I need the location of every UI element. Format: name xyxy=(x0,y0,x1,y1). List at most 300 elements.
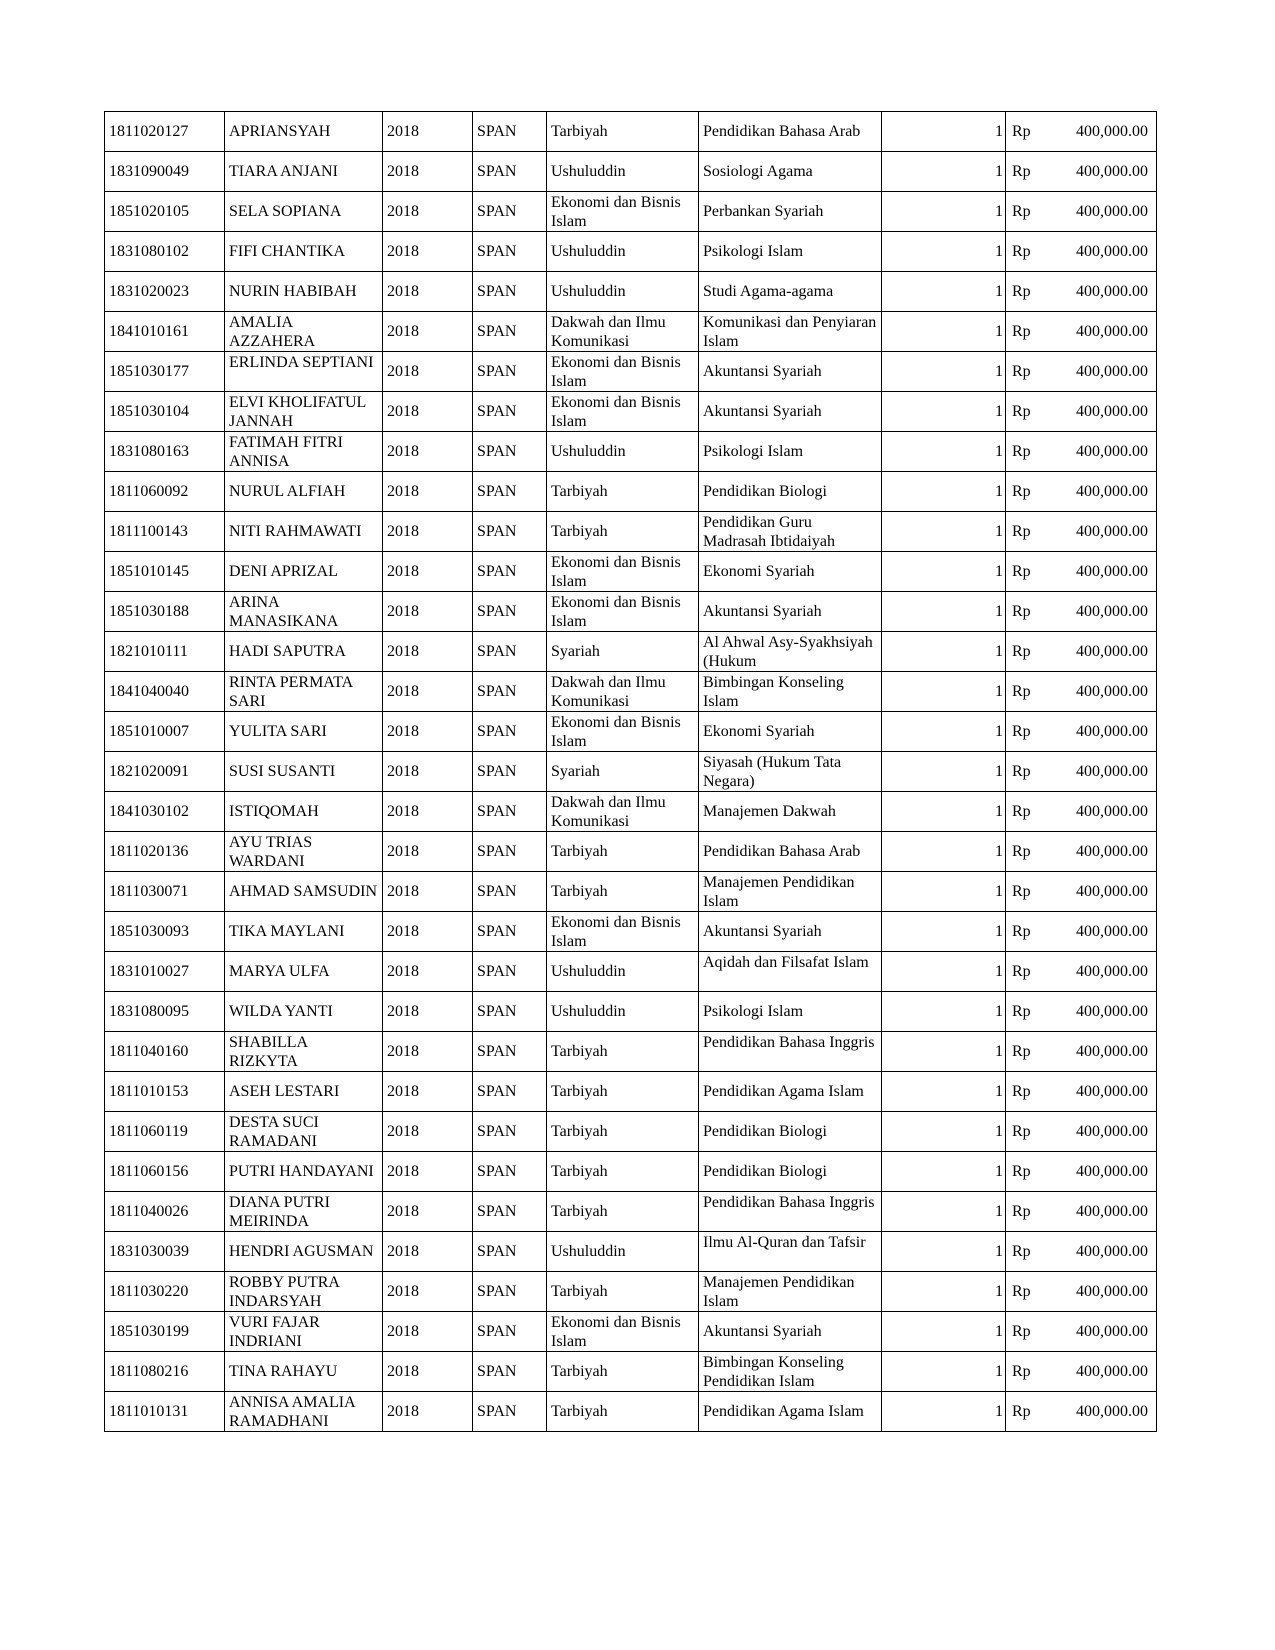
student-id-cell: 1821010111 xyxy=(105,632,225,672)
year-cell: 2018 xyxy=(383,392,473,432)
student-name-cell: ARINA MANASIKANA xyxy=(225,592,383,632)
currency-cell: Rp xyxy=(1006,112,1041,152)
quantity-cell: 1 xyxy=(882,1272,1006,1312)
study-program-cell: Manajemen Dakwah xyxy=(699,792,882,832)
currency-cell: Rp xyxy=(1006,712,1041,752)
amount-cell: 400,000.00 xyxy=(1041,952,1157,992)
amount-cell: 400,000.00 xyxy=(1041,552,1157,592)
admission-path-cell: SPAN xyxy=(473,912,547,952)
currency-cell: Rp xyxy=(1006,632,1041,672)
quantity-cell: 1 xyxy=(882,552,1006,592)
year-cell: 2018 xyxy=(383,912,473,952)
study-program-cell: Ekonomi Syariah xyxy=(699,552,882,592)
table-row xyxy=(105,552,1157,592)
student-name-cell: DENI APRIZAL xyxy=(225,552,383,592)
year-cell: 2018 xyxy=(383,1112,473,1152)
table-row xyxy=(105,152,1157,192)
faculty-cell: Ushuluddin xyxy=(547,272,699,312)
admission-path-cell: SPAN xyxy=(473,1112,547,1152)
student-name-cell: FATIMAH FITRI ANNISA xyxy=(225,432,383,472)
quantity-cell: 1 xyxy=(882,512,1006,552)
table-row xyxy=(105,392,1157,432)
study-program-cell: Al Ahwal Asy-Syakhsiyah (Hukum xyxy=(699,632,882,672)
study-program-cell: Manajemen Pendidikan Islam xyxy=(699,872,882,912)
student-id-cell: 1841040040 xyxy=(105,672,225,712)
table-row xyxy=(105,112,1157,152)
currency-cell: Rp xyxy=(1006,272,1041,312)
study-program-cell: Akuntansi Syariah xyxy=(699,592,882,632)
study-program-cell: Pendidikan Biologi xyxy=(699,472,882,512)
faculty-cell: Tarbiyah xyxy=(547,1072,699,1112)
amount-cell: 400,000.00 xyxy=(1041,1192,1157,1232)
student-name-cell: AMALIA AZZAHERA xyxy=(225,312,383,352)
quantity-cell: 1 xyxy=(882,992,1006,1032)
student-name-cell: AHMAD SAMSUDIN xyxy=(225,872,383,912)
student-id-cell: 1831080095 xyxy=(105,992,225,1032)
year-cell: 2018 xyxy=(383,512,473,552)
amount-cell: 400,000.00 xyxy=(1041,512,1157,552)
amount-cell: 400,000.00 xyxy=(1041,352,1157,392)
student-id-cell: 1851030188 xyxy=(105,592,225,632)
amount-cell: 400,000.00 xyxy=(1041,1272,1157,1312)
student-id-cell: 1851010145 xyxy=(105,552,225,592)
year-cell: 2018 xyxy=(383,872,473,912)
amount-cell: 400,000.00 xyxy=(1041,1352,1157,1392)
table-row xyxy=(105,992,1157,1032)
study-program-cell: Psikologi Islam xyxy=(699,432,882,472)
admission-path-cell: SPAN xyxy=(473,192,547,232)
year-cell: 2018 xyxy=(383,552,473,592)
amount-cell: 400,000.00 xyxy=(1041,792,1157,832)
admission-path-cell: SPAN xyxy=(473,992,547,1032)
amount-cell: 400,000.00 xyxy=(1041,592,1157,632)
year-cell: 2018 xyxy=(383,472,473,512)
admission-path-cell: SPAN xyxy=(473,472,547,512)
quantity-cell: 1 xyxy=(882,872,1006,912)
faculty-cell: Tarbiyah xyxy=(547,1152,699,1192)
currency-cell: Rp xyxy=(1006,312,1041,352)
amount-cell: 400,000.00 xyxy=(1041,1112,1157,1152)
amount-cell: 400,000.00 xyxy=(1041,1032,1157,1072)
currency-cell: Rp xyxy=(1006,1272,1041,1312)
student-id-cell: 1811080216 xyxy=(105,1352,225,1392)
table-row xyxy=(105,432,1157,472)
year-cell: 2018 xyxy=(383,952,473,992)
admission-path-cell: SPAN xyxy=(473,232,547,272)
quantity-cell: 1 xyxy=(882,912,1006,952)
year-cell: 2018 xyxy=(383,1072,473,1112)
amount-cell: 400,000.00 xyxy=(1041,112,1157,152)
faculty-cell: Ushuluddin xyxy=(547,992,699,1032)
faculty-cell: Dakwah dan Ilmu Komunikasi xyxy=(547,312,699,352)
amount-cell: 400,000.00 xyxy=(1041,1392,1157,1432)
year-cell: 2018 xyxy=(383,192,473,232)
student-id-cell: 1851010007 xyxy=(105,712,225,752)
admission-path-cell: SPAN xyxy=(473,112,547,152)
year-cell: 2018 xyxy=(383,1152,473,1192)
currency-cell: Rp xyxy=(1006,352,1041,392)
admission-path-cell: SPAN xyxy=(473,1032,547,1072)
student-id-cell: 1841010161 xyxy=(105,312,225,352)
admission-path-cell: SPAN xyxy=(473,752,547,792)
quantity-cell: 1 xyxy=(882,792,1006,832)
quantity-cell: 1 xyxy=(882,112,1006,152)
study-program-cell: Ilmu Al-Quran dan Tafsir xyxy=(699,1232,882,1272)
student-name-cell: VURI FAJAR INDRIANI xyxy=(225,1312,383,1352)
table-row xyxy=(105,872,1157,912)
year-cell: 2018 xyxy=(383,1032,473,1072)
quantity-cell: 1 xyxy=(882,712,1006,752)
faculty-cell: Syariah xyxy=(547,632,699,672)
student-id-cell: 1811010153 xyxy=(105,1072,225,1112)
faculty-cell: Syariah xyxy=(547,752,699,792)
amount-cell: 400,000.00 xyxy=(1041,472,1157,512)
student-name-cell: HENDRI AGUSMAN xyxy=(225,1232,383,1272)
table-row xyxy=(105,1112,1157,1152)
amount-cell: 400,000.00 xyxy=(1041,912,1157,952)
faculty-cell: Tarbiyah xyxy=(547,512,699,552)
admission-path-cell: SPAN xyxy=(473,272,547,312)
student-id-cell: 1811060119 xyxy=(105,1112,225,1152)
currency-cell: Rp xyxy=(1006,592,1041,632)
faculty-cell: Ekonomi dan Bisnis Islam xyxy=(547,1312,699,1352)
faculty-cell: Ekonomi dan Bisnis Islam xyxy=(547,592,699,632)
year-cell: 2018 xyxy=(383,1192,473,1232)
student-id-cell: 1831010027 xyxy=(105,952,225,992)
student-id-cell: 1851030199 xyxy=(105,1312,225,1352)
student-name-cell: NITI RAHMAWATI xyxy=(225,512,383,552)
currency-cell: Rp xyxy=(1006,152,1041,192)
faculty-cell: Ekonomi dan Bisnis Islam xyxy=(547,192,699,232)
student-id-cell: 1831080163 xyxy=(105,432,225,472)
year-cell: 2018 xyxy=(383,1312,473,1352)
student-id-cell: 1841030102 xyxy=(105,792,225,832)
admission-path-cell: SPAN xyxy=(473,432,547,472)
quantity-cell: 1 xyxy=(882,312,1006,352)
currency-cell: Rp xyxy=(1006,952,1041,992)
year-cell: 2018 xyxy=(383,992,473,1032)
table-body xyxy=(105,112,1157,1432)
student-name-cell: ANNISA AMALIA RAMADHANI xyxy=(225,1392,383,1432)
study-program-cell: Bimbingan Konseling Pendidikan Islam xyxy=(699,1352,882,1392)
amount-cell: 400,000.00 xyxy=(1041,432,1157,472)
amount-cell: 400,000.00 xyxy=(1041,1152,1157,1192)
quantity-cell: 1 xyxy=(882,1352,1006,1392)
admission-path-cell: SPAN xyxy=(473,512,547,552)
admission-path-cell: SPAN xyxy=(473,1272,547,1312)
amount-cell: 400,000.00 xyxy=(1041,312,1157,352)
currency-cell: Rp xyxy=(1006,1312,1041,1352)
student-name-cell: SELA SOPIANA xyxy=(225,192,383,232)
admission-path-cell: SPAN xyxy=(473,952,547,992)
quantity-cell: 1 xyxy=(882,1112,1006,1152)
admission-path-cell: SPAN xyxy=(473,552,547,592)
study-program-cell: Perbankan Syariah xyxy=(699,192,882,232)
admission-path-cell: SPAN xyxy=(473,872,547,912)
table-row xyxy=(105,592,1157,632)
faculty-cell: Ekonomi dan Bisnis Islam xyxy=(547,712,699,752)
currency-cell: Rp xyxy=(1006,512,1041,552)
year-cell: 2018 xyxy=(383,1352,473,1392)
year-cell: 2018 xyxy=(383,272,473,312)
admission-path-cell: SPAN xyxy=(473,152,547,192)
table-row xyxy=(105,192,1157,232)
student-id-cell: 1831080102 xyxy=(105,232,225,272)
table-row xyxy=(105,952,1157,992)
year-cell: 2018 xyxy=(383,1392,473,1432)
table-row xyxy=(105,1392,1157,1432)
quantity-cell: 1 xyxy=(882,472,1006,512)
quantity-cell: 1 xyxy=(882,1312,1006,1352)
student-name-cell: ELVI KHOLIFATUL JANNAH xyxy=(225,392,383,432)
table-row xyxy=(105,1272,1157,1312)
study-program-cell: Pendidikan Bahasa Arab xyxy=(699,832,882,872)
student-name-cell: ASEH LESTARI xyxy=(225,1072,383,1112)
year-cell: 2018 xyxy=(383,832,473,872)
faculty-cell: Tarbiyah xyxy=(547,1392,699,1432)
study-program-cell: Pendidikan Biologi xyxy=(699,1112,882,1152)
student-id-cell: 1851030104 xyxy=(105,392,225,432)
currency-cell: Rp xyxy=(1006,832,1041,872)
year-cell: 2018 xyxy=(383,712,473,752)
table-row xyxy=(105,272,1157,312)
student-id-cell: 1851030093 xyxy=(105,912,225,952)
admission-path-cell: SPAN xyxy=(473,312,547,352)
amount-cell: 400,000.00 xyxy=(1041,872,1157,912)
faculty-cell: Ekonomi dan Bisnis Islam xyxy=(547,552,699,592)
currency-cell: Rp xyxy=(1006,992,1041,1032)
faculty-cell: Tarbiyah xyxy=(547,1352,699,1392)
study-program-cell: Bimbingan Konseling Islam xyxy=(699,672,882,712)
year-cell: 2018 xyxy=(383,792,473,832)
admission-path-cell: SPAN xyxy=(473,1072,547,1112)
quantity-cell: 1 xyxy=(882,152,1006,192)
table-row xyxy=(105,672,1157,712)
admission-path-cell: SPAN xyxy=(473,632,547,672)
currency-cell: Rp xyxy=(1006,752,1041,792)
quantity-cell: 1 xyxy=(882,432,1006,472)
quantity-cell: 1 xyxy=(882,832,1006,872)
study-program-cell: Ekonomi Syariah xyxy=(699,712,882,752)
year-cell: 2018 xyxy=(383,352,473,392)
faculty-cell: Ushuluddin xyxy=(547,952,699,992)
study-program-cell: Akuntansi Syariah xyxy=(699,1312,882,1352)
student-id-cell: 1811040026 xyxy=(105,1192,225,1232)
study-program-cell: Sosiologi Agama xyxy=(699,152,882,192)
quantity-cell: 1 xyxy=(882,352,1006,392)
amount-cell: 400,000.00 xyxy=(1041,992,1157,1032)
quantity-cell: 1 xyxy=(882,1032,1006,1072)
quantity-cell: 1 xyxy=(882,632,1006,672)
student-name-cell: WILDA YANTI xyxy=(225,992,383,1032)
table-row xyxy=(105,1312,1157,1352)
amount-cell: 400,000.00 xyxy=(1041,832,1157,872)
student-payment-table xyxy=(104,111,1157,1432)
currency-cell: Rp xyxy=(1006,1192,1041,1232)
amount-cell: 400,000.00 xyxy=(1041,672,1157,712)
admission-path-cell: SPAN xyxy=(473,1312,547,1352)
student-id-cell: 1811060092 xyxy=(105,472,225,512)
study-program-cell: Manajemen Pendidikan Islam xyxy=(699,1272,882,1312)
amount-cell: 400,000.00 xyxy=(1041,712,1157,752)
quantity-cell: 1 xyxy=(882,272,1006,312)
admission-path-cell: SPAN xyxy=(473,672,547,712)
year-cell: 2018 xyxy=(383,592,473,632)
student-name-cell: DIANA PUTRI MEIRINDA xyxy=(225,1192,383,1232)
currency-cell: Rp xyxy=(1006,872,1041,912)
amount-cell: 400,000.00 xyxy=(1041,192,1157,232)
student-name-cell: TIKA MAYLANI xyxy=(225,912,383,952)
amount-cell: 400,000.00 xyxy=(1041,152,1157,192)
faculty-cell: Ushuluddin xyxy=(547,232,699,272)
faculty-cell: Dakwah dan Ilmu Komunikasi xyxy=(547,792,699,832)
table-row xyxy=(105,1192,1157,1232)
table-row xyxy=(105,1352,1157,1392)
year-cell: 2018 xyxy=(383,752,473,792)
study-program-cell: Siyasah (Hukum Tata Negara) xyxy=(699,752,882,792)
admission-path-cell: SPAN xyxy=(473,1392,547,1432)
currency-cell: Rp xyxy=(1006,1072,1041,1112)
currency-cell: Rp xyxy=(1006,392,1041,432)
student-name-cell: SUSI SUSANTI xyxy=(225,752,383,792)
amount-cell: 400,000.00 xyxy=(1041,1072,1157,1112)
currency-cell: Rp xyxy=(1006,432,1041,472)
currency-cell: Rp xyxy=(1006,1392,1041,1432)
student-name-cell: DESTA SUCI RAMADANI xyxy=(225,1112,383,1152)
year-cell: 2018 xyxy=(383,232,473,272)
student-id-cell: 1811060156 xyxy=(105,1152,225,1192)
amount-cell: 400,000.00 xyxy=(1041,272,1157,312)
currency-cell: Rp xyxy=(1006,912,1041,952)
table-row xyxy=(105,1232,1157,1272)
study-program-cell: Psikologi Islam xyxy=(699,992,882,1032)
table-row xyxy=(105,712,1157,752)
table-row xyxy=(105,352,1157,392)
faculty-cell: Tarbiyah xyxy=(547,112,699,152)
student-id-cell: 1831030039 xyxy=(105,1232,225,1272)
year-cell: 2018 xyxy=(383,152,473,192)
quantity-cell: 1 xyxy=(882,1392,1006,1432)
student-name-cell: NURUL ALFIAH xyxy=(225,472,383,512)
currency-cell: Rp xyxy=(1006,192,1041,232)
currency-cell: Rp xyxy=(1006,1232,1041,1272)
amount-cell: 400,000.00 xyxy=(1041,1232,1157,1272)
quantity-cell: 1 xyxy=(882,1072,1006,1112)
year-cell: 2018 xyxy=(383,432,473,472)
faculty-cell: Ekonomi dan Bisnis Islam xyxy=(547,352,699,392)
student-id-cell: 1811040160 xyxy=(105,1032,225,1072)
student-name-cell: AYU TRIAS WARDANI xyxy=(225,832,383,872)
quantity-cell: 1 xyxy=(882,752,1006,792)
quantity-cell: 1 xyxy=(882,952,1006,992)
student-id-cell: 1851020105 xyxy=(105,192,225,232)
faculty-cell: Tarbiyah xyxy=(547,1032,699,1072)
faculty-cell: Ekonomi dan Bisnis Islam xyxy=(547,392,699,432)
study-program-cell: Pendidikan Biologi xyxy=(699,1152,882,1192)
table-row xyxy=(105,1152,1157,1192)
study-program-cell: Akuntansi Syariah xyxy=(699,392,882,432)
table-row xyxy=(105,232,1157,272)
study-program-cell: Aqidah dan Filsafat Islam xyxy=(699,952,882,992)
quantity-cell: 1 xyxy=(882,192,1006,232)
study-program-cell: Studi Agama-agama xyxy=(699,272,882,312)
currency-cell: Rp xyxy=(1006,1112,1041,1152)
student-name-cell: APRIANSYAH xyxy=(225,112,383,152)
student-name-cell: HADI SAPUTRA xyxy=(225,632,383,672)
year-cell: 2018 xyxy=(383,112,473,152)
student-name-cell: SHABILLA RIZKYTA xyxy=(225,1032,383,1072)
currency-cell: Rp xyxy=(1006,792,1041,832)
study-program-cell: Pendidikan Agama Islam xyxy=(699,1392,882,1432)
admission-path-cell: SPAN xyxy=(473,592,547,632)
year-cell: 2018 xyxy=(383,1272,473,1312)
admission-path-cell: SPAN xyxy=(473,1352,547,1392)
currency-cell: Rp xyxy=(1006,232,1041,272)
study-program-cell: Pendidikan Bahasa Inggris xyxy=(699,1192,882,1232)
study-program-cell: Komunikasi dan Penyiaran Islam xyxy=(699,312,882,352)
student-name-cell: PUTRI HANDAYANI xyxy=(225,1152,383,1192)
study-program-cell: Akuntansi Syariah xyxy=(699,912,882,952)
admission-path-cell: SPAN xyxy=(473,352,547,392)
year-cell: 2018 xyxy=(383,1232,473,1272)
student-id-cell: 1831020023 xyxy=(105,272,225,312)
student-id-cell: 1811020136 xyxy=(105,832,225,872)
faculty-cell: Tarbiyah xyxy=(547,1192,699,1232)
currency-cell: Rp xyxy=(1006,1152,1041,1192)
student-id-cell: 1811030220 xyxy=(105,1272,225,1312)
student-name-cell: ISTIQOMAH xyxy=(225,792,383,832)
admission-path-cell: SPAN xyxy=(473,832,547,872)
admission-path-cell: SPAN xyxy=(473,1152,547,1192)
quantity-cell: 1 xyxy=(882,232,1006,272)
table-row xyxy=(105,632,1157,672)
quantity-cell: 1 xyxy=(882,1232,1006,1272)
admission-path-cell: SPAN xyxy=(473,712,547,752)
currency-cell: Rp xyxy=(1006,672,1041,712)
student-id-cell: 1821020091 xyxy=(105,752,225,792)
admission-path-cell: SPAN xyxy=(473,792,547,832)
student-name-cell: TINA RAHAYU xyxy=(225,1352,383,1392)
faculty-cell: Ekonomi dan Bisnis Islam xyxy=(547,912,699,952)
year-cell: 2018 xyxy=(383,672,473,712)
admission-path-cell: SPAN xyxy=(473,1192,547,1232)
student-name-cell: YULITA SARI xyxy=(225,712,383,752)
student-name-cell: MARYA ULFA xyxy=(225,952,383,992)
table-row xyxy=(105,1032,1157,1072)
student-id-cell: 1831090049 xyxy=(105,152,225,192)
faculty-cell: Tarbiyah xyxy=(547,1112,699,1152)
table-row xyxy=(105,1072,1157,1112)
faculty-cell: Dakwah dan Ilmu Komunikasi xyxy=(547,672,699,712)
quantity-cell: 1 xyxy=(882,392,1006,432)
student-id-cell: 1811100143 xyxy=(105,512,225,552)
student-name-cell: NURIN HABIBAH xyxy=(225,272,383,312)
quantity-cell: 1 xyxy=(882,1192,1006,1232)
table-row xyxy=(105,752,1157,792)
table-row xyxy=(105,832,1157,872)
table-row xyxy=(105,792,1157,832)
faculty-cell: Tarbiyah xyxy=(547,1272,699,1312)
amount-cell: 400,000.00 xyxy=(1041,752,1157,792)
faculty-cell: Ushuluddin xyxy=(547,152,699,192)
table-row xyxy=(105,512,1157,552)
table-row xyxy=(105,312,1157,352)
faculty-cell: Ushuluddin xyxy=(547,1232,699,1272)
table-row xyxy=(105,472,1157,512)
student-id-cell: 1811010131 xyxy=(105,1392,225,1432)
student-id-cell: 1811020127 xyxy=(105,112,225,152)
admission-path-cell: SPAN xyxy=(473,392,547,432)
